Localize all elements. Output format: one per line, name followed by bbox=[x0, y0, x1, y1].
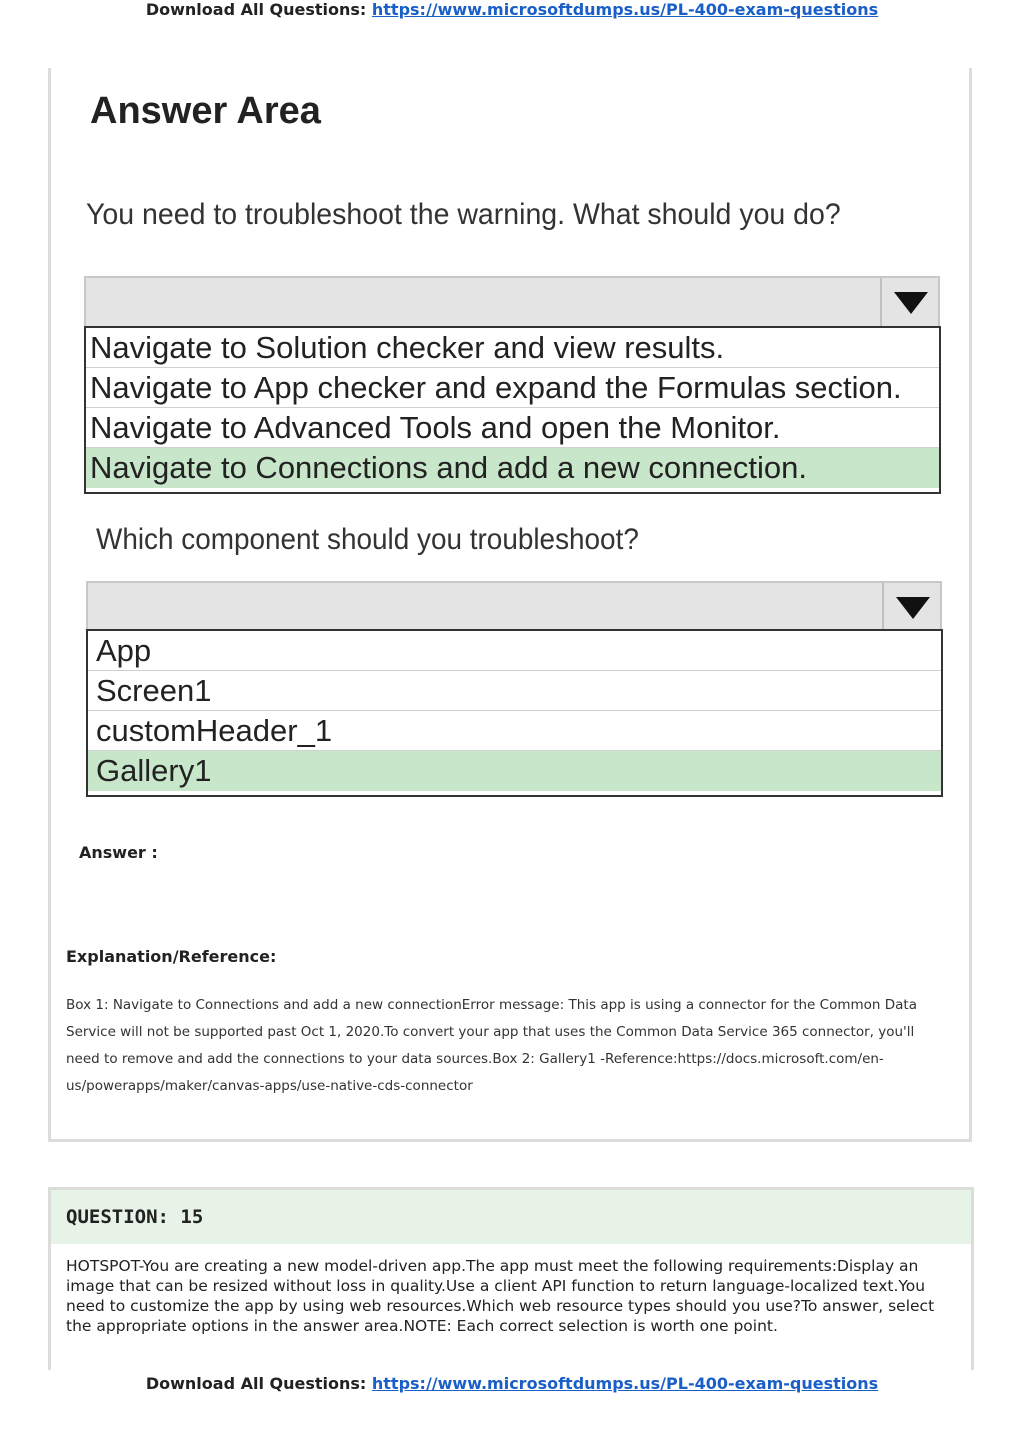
question-2-text: Which component should you troubleshoot? bbox=[96, 523, 639, 556]
option-app[interactable]: App bbox=[88, 631, 941, 671]
download-label: Download All Questions: bbox=[145, 1374, 367, 1393]
download-label: Download All Questions: bbox=[145, 0, 367, 19]
option-gallery1[interactable]: Gallery1 bbox=[88, 751, 941, 791]
option-advanced-tools[interactable]: Navigate to Advanced Tools and open the Monitor. bbox=[86, 408, 939, 448]
question-number: QUESTION: 15 bbox=[66, 1206, 204, 1228]
dropdown-2-toggle[interactable] bbox=[882, 583, 940, 631]
triangle-down-icon bbox=[896, 597, 930, 619]
option-screen1[interactable]: Screen1 bbox=[88, 671, 941, 711]
question-text: HOTSPOT-You are creating a new model-driven app.The app must meet the following requirements:Display an image that can be resized without loss in quality.Use a client API function to return language-localized text.You need to customize the app by using web resources.Which web resource types should you use?To answer, select the appropriate options in the answer area.NOTE: Each correct selection is worth one point. bbox=[66, 1257, 935, 1335]
explanation-title: Explanation/Reference: bbox=[66, 947, 277, 966]
dropdown-2[interactable] bbox=[86, 581, 942, 633]
dropdown-1-options bbox=[84, 326, 941, 494]
triangle-down-icon bbox=[894, 292, 928, 314]
download-header bbox=[0, 0, 1024, 19]
download-link[interactable]: https://www.microsoftdumps.us/PL-400-exam-questions bbox=[371, 1374, 879, 1393]
option-customheader[interactable]: customHeader_1 bbox=[88, 711, 941, 751]
dropdown-1[interactable] bbox=[84, 276, 940, 328]
explanation-body: Box 1: Navigate to Connections and add a new connectionError message: This app is using a connector for the Common Data Service will not be supported past Oct 1, 2020.To convert your app that uses the Common Data Service 365 connector, you'll need to remove and add the connections to your data sources.Box 2: Gallery1 -Reference:https://docs.microsoft.com/en-us/powerapps/maker/canvas-apps/use-native-cds-connector bbox=[66, 997, 917, 1094]
option-connections[interactable]: Navigate to Connections and add a new connection. bbox=[86, 448, 939, 488]
question-1-text: You need to troubleshoot the warning. What should you do? bbox=[86, 198, 841, 231]
dropdown-1-toggle[interactable] bbox=[880, 278, 938, 326]
download-link[interactable]: https://www.microsoftdumps.us/PL-400-exam-questions bbox=[371, 0, 879, 19]
download-footer bbox=[0, 1374, 1024, 1393]
question-card bbox=[48, 1187, 974, 1370]
answer-area-title: Answer Area bbox=[90, 90, 321, 132]
option-solution-checker[interactable]: Navigate to Solution checker and view results. bbox=[86, 328, 939, 368]
question-header bbox=[51, 1190, 971, 1244]
answer-label: Answer : bbox=[79, 843, 158, 862]
dropdown-2-options bbox=[86, 629, 943, 797]
option-app-checker[interactable]: Navigate to App checker and expand the Formulas section. bbox=[86, 368, 939, 408]
